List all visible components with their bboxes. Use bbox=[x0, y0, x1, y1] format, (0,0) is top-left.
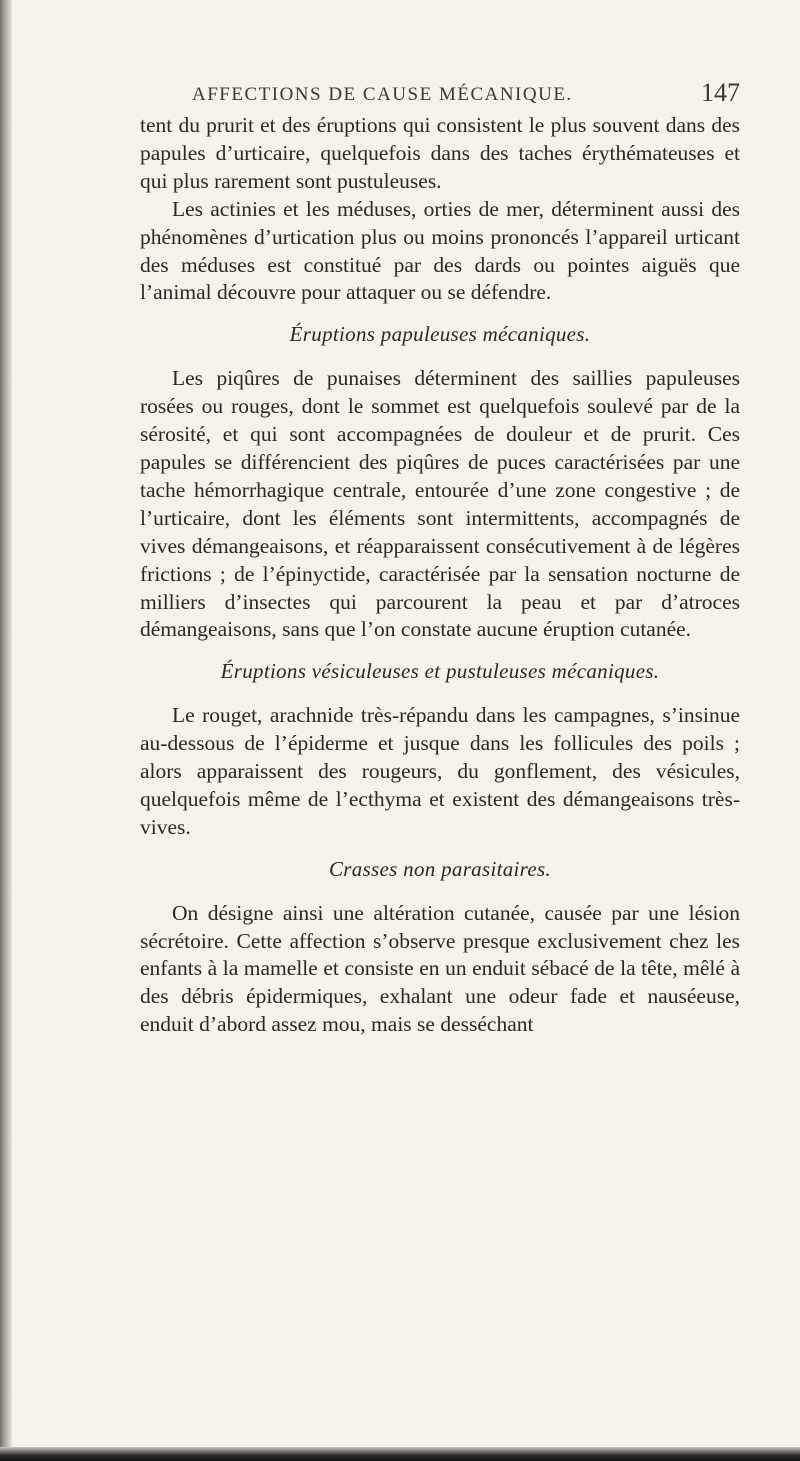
paragraph-urticaire-continuation: tent du prurit et des éruptions qui consistent le plus souvent dans des papules d’urticaire, quelquefois dans des taches érythémateuses et qui plus rarement sont pustuleuses. bbox=[140, 113, 740, 193]
section-title-eruptions-vesiculeuses: Éruptions vésiculeuses et pustuleuses mécaniques. bbox=[220, 659, 660, 684]
body-text bbox=[140, 112, 740, 1039]
book-page bbox=[140, 78, 740, 1039]
paragraph-crasses: On désigne ainsi une altération cutanée, causée par une lésion sécrétoire. Cette affection s’observe presque exclusivement chez les enfants à la mamelle et consiste en un enduit sébacé de la tête, mêlé à des débris épidermiques, exhalant une odeur fade et nauséeuse, enduit d’abord assez mou, mais se desséchant bbox=[140, 900, 740, 1037]
paragraph-piqures-punaises: Les piqûres de punaises déterminent des saillies papuleuses rosées ou rouges, dont le sommet est quelquefois soulevé par de la sérosité, et qui sont accompagnées de douleur et de prurit. Ces papules se différencient des piqûres de puces caractérisées par une tache hémorrhagique centrale, entourée d’une zone congestive ; de l’urticaire, dont les éléments sont intermittents, accompagnés de vives démangeaisons, et réapparaissent consécutivement à de légères frictions ; de l’épinyctide, caractérisée par la sensation nocturne de milliers d’insectes qui parcourent la peau et par d’atroces démangeaisons, sans que l’on constate aucune éruption cutanée. bbox=[140, 366, 740, 642]
section-title-eruptions-papuleuses: Éruptions papuleuses mécaniques. bbox=[289, 322, 591, 347]
paragraph-actinies-meduses: Les actinies et les méduses, orties de mer, déterminent aussi des phénomènes d’urtication plus ou moins prononcés l’appareil urticant des méduses est constitué par des dards ou pointes aiguës que l’animal découvre pour attaquer ou se défendre. bbox=[140, 196, 740, 305]
paragraph-rouget: Le rouget, arachnide très-répandu dans les campagnes, s’insinue au-dessous de l’épiderme et jusque dans les follicules des poils ; alors apparaissent des rougeurs, du gonflement, des vésicules, quelquefois même de l’ecthyma et existent des démangeaisons très-vives. bbox=[140, 703, 740, 839]
page-bottom-edge bbox=[0, 1447, 800, 1461]
book-spine-shadow bbox=[0, 0, 12, 1461]
running-head: AFFECTIONS DE CAUSE MÉCANIQUE. bbox=[192, 84, 573, 105]
page-header bbox=[140, 78, 740, 112]
page-number: 147 bbox=[701, 78, 740, 107]
section-title-crasses: Crasses non parasitaires. bbox=[328, 856, 551, 881]
